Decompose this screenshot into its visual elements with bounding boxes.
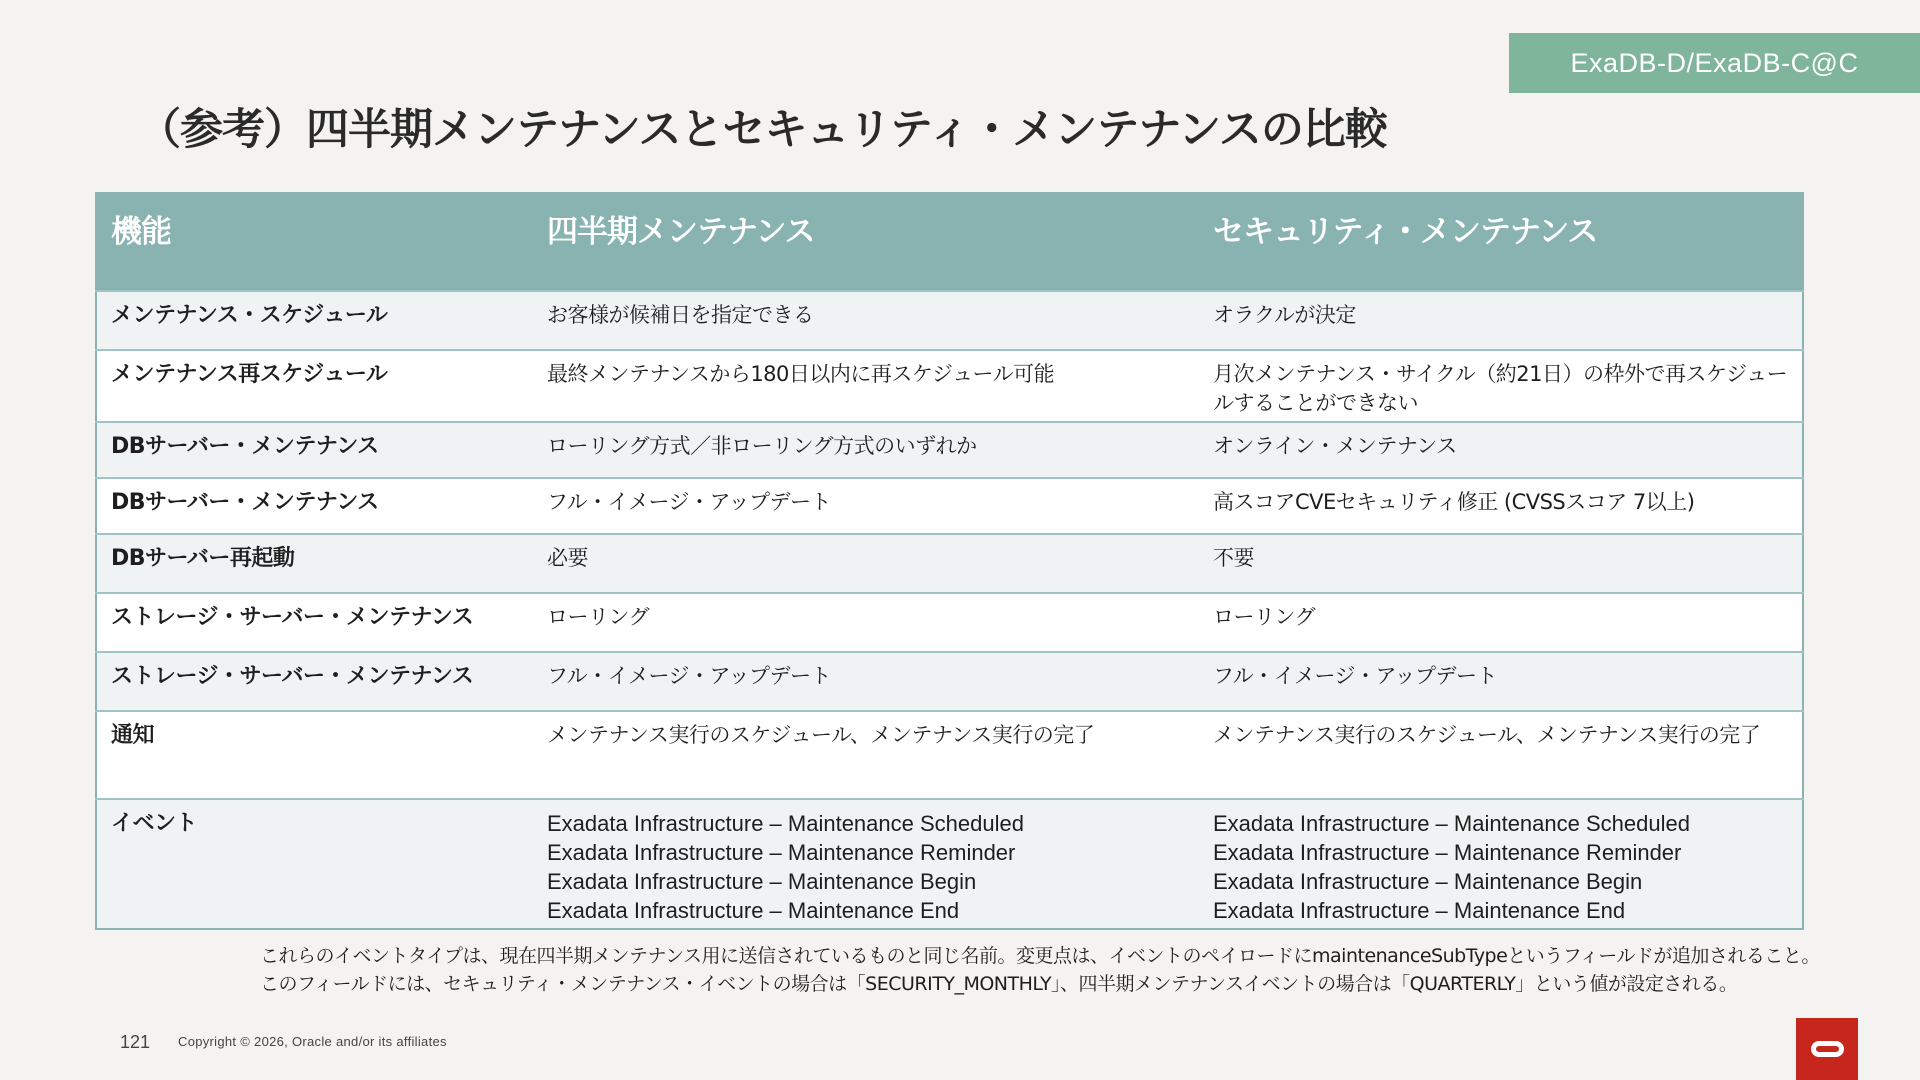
feature-cell: DBサーバー再起動 (96, 534, 533, 593)
table-row (96, 593, 1803, 652)
quarterly-events-cell (533, 799, 1199, 929)
security-cell: 高スコアCVEセキュリティ修正 (CVSSスコア 7以上) (1199, 478, 1803, 534)
table-header-row (96, 193, 1803, 291)
security-events-cell (1199, 799, 1803, 929)
quarterly-cell: メンテナンス実行のスケジュール、メンテナンス実行の完了 (533, 711, 1199, 799)
feature-cell: ストレージ・サーバー・メンテナンス (96, 652, 533, 711)
footnote-line-1: これらのイベントタイプは、現在四半期メンテナンス用に送信されているものと同じ名前。変更点は、イベントのペイロードにmaintenanceSubTypeというフィールドが追加されること。 (260, 945, 1820, 967)
quarterly-cell: ローリング (533, 593, 1199, 652)
feature-cell: メンテナンス再スケジュール (96, 350, 533, 422)
event-item: Exadata Infrastructure – Maintenance Scheduled (547, 811, 1024, 836)
security-cell: 月次メンテナンス・サイクル（約21日）の枠外で再スケジュールすることができない (1199, 350, 1803, 422)
table-row (96, 422, 1803, 478)
event-item: Exadata Infrastructure – Maintenance End (547, 898, 960, 923)
footnote-line-2: このフィールドには、セキュリティ・メンテナンス・イベントの場合は「SECURITY_MONTHLY」、四半期メンテナンスイベントの場合は「QUARTERLY」という値が設定される。 (260, 973, 1738, 995)
page-number: 121 (120, 1032, 151, 1052)
event-item: Exadata Infrastructure – Maintenance Reminder (1213, 840, 1682, 865)
security-cell: フル・イメージ・アップデート (1199, 652, 1803, 711)
quarterly-cell: お客様が候補日を指定できる (533, 291, 1199, 350)
event-item: Exadata Infrastructure – Maintenance Begin (1213, 869, 1643, 894)
table-row (96, 478, 1803, 534)
event-item: Exadata Infrastructure – Maintenance Reminder (547, 840, 1016, 865)
security-cell: メンテナンス実行のスケジュール、メンテナンス実行の完了 (1199, 711, 1803, 799)
product-tag: ExaDB-D/ExaDB-C@C (1509, 33, 1920, 93)
slide-title: （参考）四半期メンテナンスとセキュリティ・メンテナンスの比較 (138, 105, 1387, 155)
security-cell: オンライン・メンテナンス (1199, 422, 1803, 478)
feature-cell: メンテナンス・スケジュール (96, 291, 533, 350)
comparison-table (95, 192, 1804, 930)
security-cell: ローリング (1199, 593, 1803, 652)
security-cell: 不要 (1199, 534, 1803, 593)
table-row (96, 711, 1803, 799)
feature-cell: DBサーバー・メンテナンス (96, 422, 533, 478)
copyright-text: Copyright © 2026, Oracle and/or its affiliates (178, 1034, 447, 1049)
feature-cell: イベント (96, 799, 533, 929)
table-row (96, 652, 1803, 711)
header-security: セキュリティ・メンテナンス (1199, 193, 1803, 291)
table-row-events (96, 799, 1803, 929)
table-row (96, 291, 1803, 350)
header-quarterly: 四半期メンテナンス (533, 193, 1199, 291)
oracle-logo-icon (1811, 1041, 1844, 1057)
footnote (260, 942, 1820, 998)
quarterly-cell: フル・イメージ・アップデート (533, 652, 1199, 711)
table-row (96, 534, 1803, 593)
header-feature: 機能 (96, 193, 533, 291)
security-cell: オラクルが決定 (1199, 291, 1803, 350)
table-row (96, 350, 1803, 422)
oracle-logo (1796, 1018, 1858, 1080)
feature-cell: ストレージ・サーバー・メンテナンス (96, 593, 533, 652)
feature-cell: 通知 (96, 711, 533, 799)
event-item: Exadata Infrastructure – Maintenance End (1213, 898, 1626, 923)
event-item: Exadata Infrastructure – Maintenance Begin (547, 869, 977, 894)
feature-cell: DBサーバー・メンテナンス (96, 478, 533, 534)
quarterly-cell: ローリング方式／非ローリング方式のいずれか (533, 422, 1199, 478)
quarterly-cell: 必要 (533, 534, 1199, 593)
event-item: Exadata Infrastructure – Maintenance Scheduled (1213, 811, 1690, 836)
quarterly-cell: フル・イメージ・アップデート (533, 478, 1199, 534)
quarterly-cell: 最終メンテナンスから180日以内に再スケジュール可能 (533, 350, 1199, 422)
